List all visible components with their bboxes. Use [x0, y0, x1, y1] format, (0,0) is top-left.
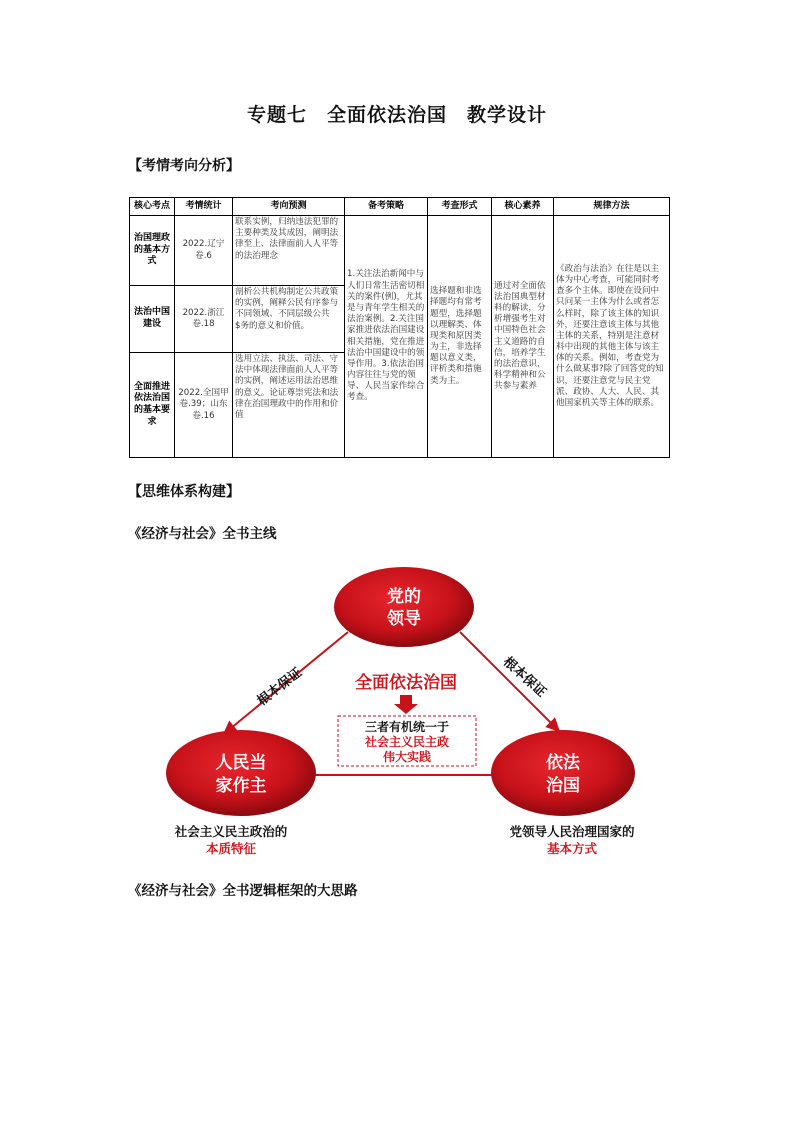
header-cell: 规律方法 — [554, 198, 670, 216]
literacy-cell: 通过对全面依法治国典型材料的解读，分析增强考生对中国特色社会主义道路的自信，培养学生的法治意识，科学精神和公共参与素养 — [492, 216, 554, 458]
framework-heading: 《经济与社会》全书逻辑框架的大思路 — [128, 883, 358, 899]
stat-cell: 2022.辽宁卷.6 — [175, 216, 233, 286]
right-node-line1: 依法 — [546, 753, 580, 773]
center-title: 全面依法治国 — [355, 673, 457, 693]
stat-cell: 2022.浙江卷.18 — [175, 286, 233, 353]
center-box-line3: 伟大实践 — [382, 750, 432, 764]
down-arrow-icon — [394, 695, 418, 714]
topic-cell: 法治中国建设 — [130, 286, 175, 353]
page-title: 专题七 全面依法治国 教学设计 — [246, 104, 547, 126]
stat-cell: 2022.全国甲卷.39；山东卷.16 — [175, 353, 233, 458]
right-arrow-label: 根本保证 — [499, 654, 549, 701]
right-node-line2: 治国 — [546, 776, 580, 796]
analysis-heading: 【考情考向分析】 — [128, 158, 240, 174]
left-caption: 社会主义民主政治的 — [174, 824, 288, 839]
header-cell: 考情统计 — [175, 198, 233, 216]
header-cell: 核心考点 — [130, 198, 175, 216]
top-node — [334, 567, 474, 647]
prediction-cell: 联系实例，归纳违法犯罪的主要种类及其成因，阐明法律至上、法律面前人人平等的法治理念 — [233, 216, 345, 286]
top-node-line1: 党的 — [387, 587, 421, 607]
topic-cell: 全面推进依法治国的基本要求 — [130, 353, 175, 458]
left-node-line2: 家作主 — [215, 776, 267, 796]
right-arrow — [460, 632, 558, 730]
strategy-cell: 1.关注法治新闻中与人们日常生活密切相关的案件(例)，尤其是与青年学生相关的法治案例。2.关注国家推进依法治国建设相关措施，党在推进法治中国建设中的领导作用。3.依法治国内容往往与党的领导、人民当家作综合考查。 — [345, 216, 428, 458]
mainline-heading: 《经济与社会》全书主线 — [128, 526, 277, 542]
thinking-heading: 【思维体系构建】 — [128, 484, 240, 500]
left-arrow-label: 根本保证 — [254, 665, 305, 710]
right-caption-red: 基本方式 — [546, 841, 598, 856]
top-node-line2: 领导 — [387, 609, 421, 629]
header-cell: 考向预测 — [233, 198, 345, 216]
center-box-line1: 三者有机统一于 — [364, 720, 450, 734]
header-cell: 备考策略 — [345, 198, 428, 216]
prediction-cell: 剖析公共机构制定公共政策的实例，阐释公民有序参与不同领域、不同层级公共$务的意义和价值。 — [233, 286, 345, 353]
center-box-line2: 社会主义民主政 — [364, 735, 450, 749]
prediction-cell: 选用立法、执法、司法、守法中体现法律面前人人平等的实例，阐述运用法治思维的意义。论证尊崇宪法和法律在治国理政中的作用和价值 — [233, 353, 345, 458]
right-node — [491, 730, 635, 816]
left-caption-red: 本质特征 — [205, 841, 257, 856]
header-cell: 考查形式 — [428, 198, 492, 216]
left-node — [166, 730, 316, 816]
left-node-line1: 人民当 — [215, 753, 267, 773]
form-cell: 选择题和非选择题均有常考题型，选择题以理解类、体现类和原因类为主，非选择题以意义类，评析类和措施类为主。 — [428, 216, 492, 458]
header-cell: 核心素养 — [492, 198, 554, 216]
method-cell: 《政治与法治》在往是以主体为中心考查，可能同时考查多个主体。即使在设问中只问某一主体为什么或者怎么样时，除了该主体的知识外，还要注意该主体与其他主体的关系，特别是注意材料中出现的其他主体与该主体的关系。例如，考查党为什么做某事?除了回答党的知识，还要注意党与民主党派、政协、人大、人民、其他国家机关等主体的联系。 — [554, 216, 670, 458]
right-caption: 党领导人民治理国家的 — [509, 824, 635, 839]
topic-cell: 治国理政的基本方式 — [130, 216, 175, 286]
